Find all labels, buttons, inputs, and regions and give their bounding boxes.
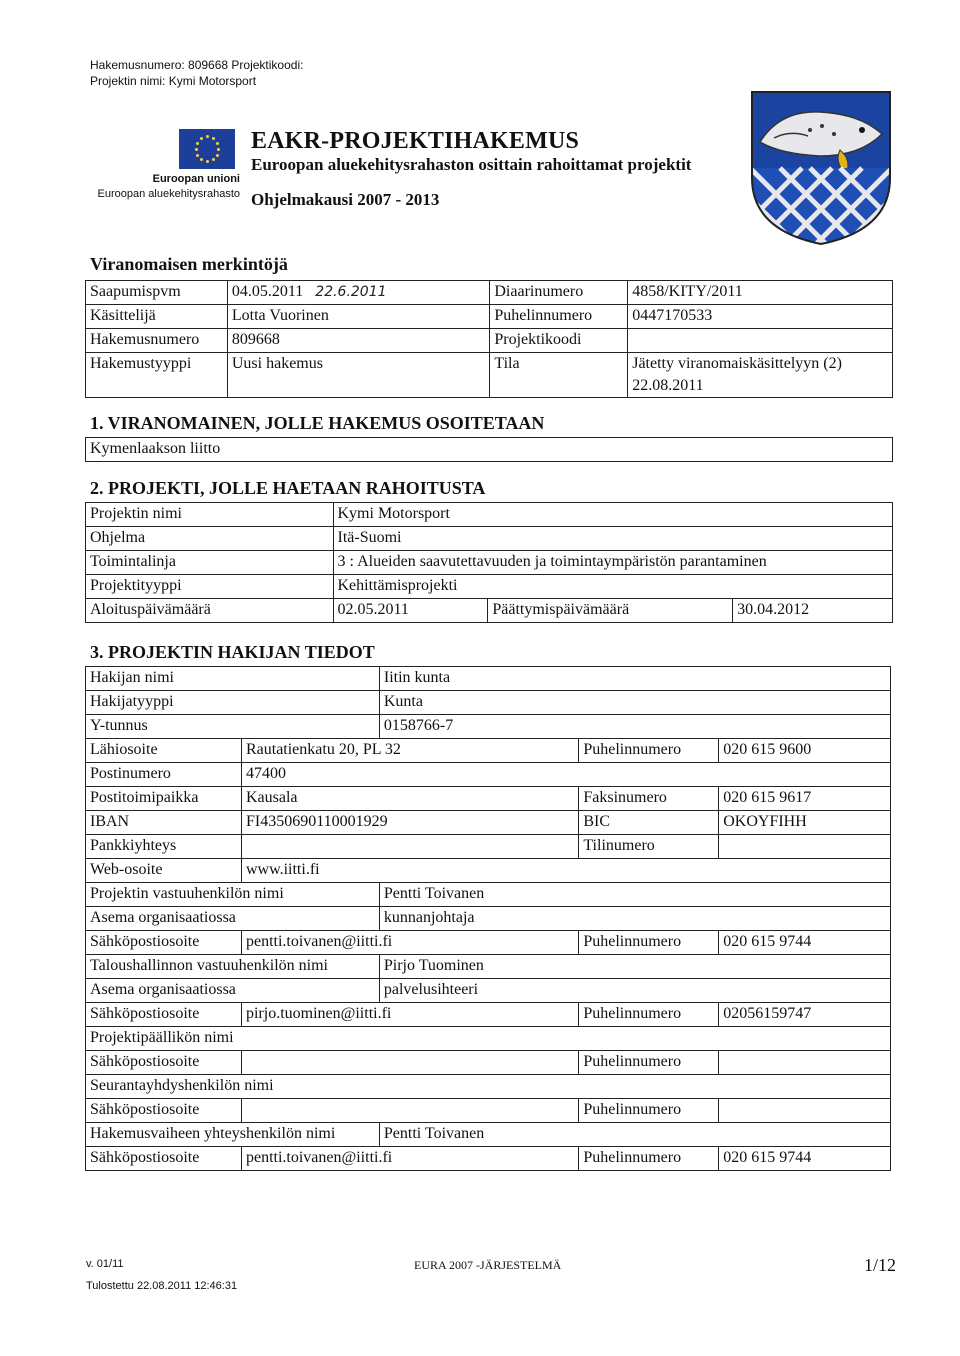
postinumero-value: 47400 bbox=[241, 763, 890, 787]
eu-caption-fund: Euroopan aluekehitysrahasto bbox=[97, 188, 240, 200]
table-row bbox=[86, 955, 891, 979]
vastuuhenkilo-value: Pentti Toivanen bbox=[379, 883, 890, 907]
saapumispvm-cell bbox=[227, 281, 490, 305]
vastuuhenkilo-label: Projektin vastuuhenkilön nimi bbox=[86, 883, 380, 907]
section3-table bbox=[85, 666, 891, 1171]
footer-printed: Tulostettu 22.08.2011 12:46:31 bbox=[86, 1280, 238, 1292]
sahkoposti-value: pentti.toivanen@iitti.fi bbox=[241, 1147, 578, 1171]
table-row bbox=[86, 575, 893, 599]
table-row bbox=[86, 305, 893, 329]
footer-version: v. 01/11 bbox=[86, 1258, 124, 1270]
section1-heading: 1. VIRANOMAINEN, JOLLE HAKEMUS OSOITETAAN bbox=[90, 413, 545, 433]
web-osoite-label: Web-osoite bbox=[86, 859, 242, 883]
sahkoposti-value: pirjo.tuominen@iitti.fi bbox=[241, 1003, 578, 1027]
table-row bbox=[86, 883, 891, 907]
projektin-nimi-label: Projektin nimi bbox=[86, 503, 334, 527]
pankkiyhteys-label: Pankkiyhteys bbox=[86, 835, 242, 859]
postitoimipaikka-label: Postitoimipaikka bbox=[86, 787, 242, 811]
sahkoposti-value bbox=[241, 1099, 578, 1123]
talous-value: Pirjo Tuominen bbox=[379, 955, 890, 979]
hakemustyyppi-label: Hakemustyyppi bbox=[86, 353, 228, 398]
hakijan-nimi-label: Hakijan nimi bbox=[86, 667, 380, 691]
table-row bbox=[86, 715, 891, 739]
diaarinumero-label: Diaarinumero bbox=[490, 281, 628, 305]
toimintalinja-label: Toimintalinja bbox=[86, 551, 334, 575]
hakijatyyppi-label: Hakijatyyppi bbox=[86, 691, 380, 715]
ytunnus-value: 0158766-7 bbox=[379, 715, 890, 739]
page-title: EAKR-PROJEKTIHAKEMUS bbox=[251, 128, 580, 154]
postitoimipaikka-value: Kausala bbox=[241, 787, 578, 811]
sahkoposti-label: Sähköpostiosoite bbox=[86, 1051, 242, 1075]
section3-heading: 3. PROJEKTIN HAKIJAN TIEDOT bbox=[90, 642, 375, 662]
puhelinnumero-value: 020 615 9744 bbox=[719, 931, 891, 955]
viranomainen-value: Kymenlaakson liitto bbox=[86, 438, 893, 462]
web-osoite-value: www.iitti.fi bbox=[241, 859, 890, 883]
sahkoposti-label: Sähköpostiosoite bbox=[86, 1099, 242, 1123]
paattymis-value: 30.04.2012 bbox=[733, 599, 893, 623]
table-row bbox=[86, 1123, 891, 1147]
talous-label: Taloushallinnon vastuuhenkilön nimi bbox=[86, 955, 380, 979]
table-row bbox=[86, 979, 891, 1003]
faksinumero-value: 020 615 9617 bbox=[719, 787, 891, 811]
table-row bbox=[86, 931, 891, 955]
eu-caption-union: Euroopan unioni bbox=[152, 173, 240, 185]
ohjelma-value: Itä-Suomi bbox=[333, 527, 893, 551]
table-row bbox=[86, 1099, 891, 1123]
tilinumero-label: Tilinumero bbox=[579, 835, 719, 859]
section1-table bbox=[85, 437, 893, 462]
hakemusvaihe-value: Pentti Toivanen bbox=[379, 1123, 890, 1147]
tila-cell bbox=[628, 353, 893, 398]
bic-label: BIC bbox=[579, 811, 719, 835]
asema-value: kunnanjohtaja bbox=[379, 907, 890, 931]
table-row bbox=[86, 503, 893, 527]
projektikoodi-value bbox=[628, 329, 893, 353]
page-number: 1/12 bbox=[864, 1255, 897, 1275]
puhelinnumero-label: Puhelinnumero bbox=[579, 1051, 719, 1075]
faksinumero-label: Faksinumero bbox=[579, 787, 719, 811]
hakijatyyppi-value: Kunta bbox=[379, 691, 890, 715]
paattymis-label: Päättymispäivämäärä bbox=[488, 599, 733, 623]
kasittelija-label: Käsittelijä bbox=[86, 305, 228, 329]
table-row bbox=[86, 1003, 891, 1027]
sahkoposti-label: Sähköpostiosoite bbox=[86, 931, 242, 955]
bic-value: OKOYFIHH bbox=[719, 811, 891, 835]
page-subtitle: Euroopan aluekehitysrahaston osittain rahoittamat projektit bbox=[251, 155, 692, 174]
postinumero-label: Postinumero bbox=[86, 763, 242, 787]
puhelinnumero-value: 02056159747 bbox=[719, 1003, 891, 1027]
paallikko-label: Projektipäällikön nimi bbox=[86, 1027, 891, 1051]
puhelinnumero-label: Puhelinnumero bbox=[579, 1003, 719, 1027]
viranomainen-table bbox=[85, 280, 893, 398]
table-row bbox=[86, 1051, 891, 1075]
tila-date: 22.08.2011 bbox=[632, 377, 704, 394]
projektin-nimi-line: Projektin nimi: Kymi Motorsport bbox=[90, 74, 257, 88]
coat-of-arms-logo bbox=[750, 90, 892, 246]
puhelinnumero-value: 0447170533 bbox=[628, 305, 893, 329]
puhelinnumero-value: 020 615 9744 bbox=[719, 1147, 891, 1171]
table-row bbox=[86, 353, 893, 398]
table-row bbox=[86, 739, 891, 763]
diaarinumero-value: 4858/KITY/2011 bbox=[628, 281, 893, 305]
hakemusnumero-value: 809668 bbox=[227, 329, 490, 353]
puhelinnumero-label: Puhelinnumero bbox=[579, 931, 719, 955]
puhelinnumero-value bbox=[719, 1099, 891, 1123]
kasittelija-value: Lotta Vuorinen bbox=[227, 305, 490, 329]
lahiosoite-value: Rautatienkatu 20, PL 32 bbox=[241, 739, 578, 763]
saapumispvm-value: 04.05.2011 bbox=[231, 283, 304, 300]
tila-label: Tila bbox=[490, 353, 628, 398]
table-row bbox=[86, 811, 891, 835]
table-row bbox=[86, 551, 893, 575]
eu-flag-logo bbox=[179, 129, 235, 169]
asema-label: Asema organisaatiossa bbox=[86, 907, 380, 931]
hakemustyyppi-value: Uusi hakemus bbox=[227, 353, 490, 398]
sahkoposti-value bbox=[241, 1051, 578, 1075]
table-row bbox=[86, 329, 893, 353]
sahkoposti-label: Sähköpostiosoite bbox=[86, 1003, 242, 1027]
document-header-meta bbox=[90, 57, 303, 89]
puhelinnumero-label: Puhelinnumero bbox=[579, 1099, 719, 1123]
table-row bbox=[86, 787, 891, 811]
asema-label: Asema organisaatiossa bbox=[86, 979, 380, 1003]
toimintalinja-value: 3 : Alueiden saavutettavuuden ja toimintaympäristön parantaminen bbox=[333, 551, 893, 575]
table-row bbox=[86, 835, 891, 859]
table-row bbox=[86, 527, 893, 551]
projektityyppi-value: Kehittämisprojekti bbox=[333, 575, 893, 599]
sahkoposti-value: pentti.toivanen@iitti.fi bbox=[241, 931, 578, 955]
table-row bbox=[86, 691, 891, 715]
tilinumero-value bbox=[719, 835, 891, 859]
table-row bbox=[86, 438, 893, 462]
ohjelma-label: Ohjelma bbox=[86, 527, 334, 551]
table-row bbox=[86, 599, 893, 623]
iban-label: IBAN bbox=[86, 811, 242, 835]
table-row bbox=[86, 1075, 891, 1099]
table-row bbox=[86, 763, 891, 787]
projektityyppi-label: Projektityyppi bbox=[86, 575, 334, 599]
handwritten-date: 22.6.2011 bbox=[315, 284, 387, 300]
table-row bbox=[86, 907, 891, 931]
table-row bbox=[86, 859, 891, 883]
lahiosoite-label: Lähiosoite bbox=[86, 739, 242, 763]
aloitus-label: Aloituspäivämäärä bbox=[86, 599, 334, 623]
footer-system: EURA 2007 -JÄRJESTELMÄ bbox=[414, 1258, 562, 1272]
ytunnus-label: Y-tunnus bbox=[86, 715, 380, 739]
puhelinnumero-value bbox=[719, 1051, 891, 1075]
tila-value: Jätetty viranomaiskäsittelyyn (2) bbox=[632, 355, 842, 372]
eu-caption bbox=[80, 172, 240, 202]
viranomainen-heading: Viranomaisen merkintöjä bbox=[90, 254, 288, 274]
puhelinnumero-label: Puhelinnumero bbox=[579, 1147, 719, 1171]
program-period: Ohjelmakausi 2007 - 2013 bbox=[251, 190, 440, 209]
projektikoodi-label: Projektikoodi bbox=[490, 329, 628, 353]
hakijan-nimi-value: Iitin kunta bbox=[379, 667, 890, 691]
projektin-nimi-value: Kymi Motorsport bbox=[333, 503, 893, 527]
asema-value: palvelusihteeri bbox=[379, 979, 890, 1003]
table-row bbox=[86, 281, 893, 305]
seuranta-label: Seurantayhdyshenkilön nimi bbox=[86, 1075, 891, 1099]
table-row bbox=[86, 1027, 891, 1051]
aloitus-value: 02.05.2011 bbox=[333, 599, 488, 623]
hakemusnumero-line: Hakemusnumero: 809668 Projektikoodi: bbox=[90, 58, 304, 72]
puhelinnumero-value: 020 615 9600 bbox=[719, 739, 891, 763]
hakemusnumero-label: Hakemusnumero bbox=[86, 329, 228, 353]
puhelinnumero-label: Puhelinnumero bbox=[490, 305, 628, 329]
table-row bbox=[86, 667, 891, 691]
saapumispvm-label: Saapumispvm bbox=[86, 281, 228, 305]
puhelinnumero-label: Puhelinnumero bbox=[579, 739, 719, 763]
iban-value: FI4350690110001929 bbox=[241, 811, 578, 835]
table-row bbox=[86, 1147, 891, 1171]
section2-table bbox=[85, 502, 893, 623]
sahkoposti-label: Sähköpostiosoite bbox=[86, 1147, 242, 1171]
section2-heading: 2. PROJEKTI, JOLLE HAETAAN RAHOITUSTA bbox=[90, 478, 486, 498]
hakemusvaihe-label: Hakemusvaiheen yhteyshenkilön nimi bbox=[86, 1123, 380, 1147]
pankkiyhteys-value bbox=[241, 835, 578, 859]
